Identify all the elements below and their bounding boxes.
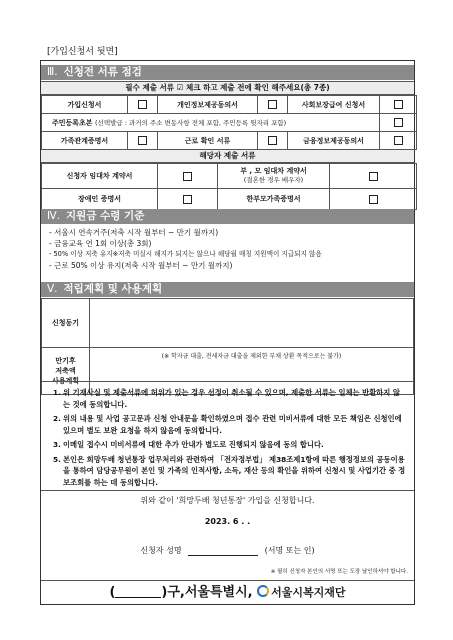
criteria-item: - 금융교육 연 1회 이상(총 3회) [49, 239, 152, 248]
table-row [42, 114, 417, 132]
section-5-header [41, 282, 414, 297]
doc-label: 근로 확인 서류 [158, 132, 258, 150]
doc-checkbox[interactable] [268, 136, 277, 145]
table-row [42, 189, 417, 210]
agreement-text: 본인은 희망두배 청년통장 업무처리와 관련하여 「전자정부법」 제38조제1항에 따른 행정정보의 공동이용을 통하여 담당공무원이 본인 및 가족의 인적사항, 소득, 재산 등의 확인을 위하여 신청시 및 사업기간 중 정보조회를 하는 데 동의합니다. [63, 454, 406, 487]
agreement-list [41, 381, 414, 491]
doc-checkbox[interactable] [183, 195, 192, 204]
section-3-header [41, 65, 414, 80]
agreement-item [53, 439, 406, 451]
doc-checkbox[interactable] [138, 100, 147, 109]
conditional-docs-banner: 해당자 제출 서류 [41, 149, 414, 163]
signature-field[interactable] [188, 546, 258, 556]
agreement-item [53, 454, 406, 489]
usage-label-line: 저축액 [55, 367, 76, 375]
section-5-number: Ⅴ. [47, 283, 58, 295]
doc-checkbox[interactable] [369, 172, 378, 181]
section-4-title: 지원금 수령 기준 [66, 210, 145, 222]
resident-register-label: 주민등록초본 [52, 118, 93, 127]
application-date: 2023. 6 . . [204, 517, 251, 526]
doc-label: 가입신청서 [42, 96, 128, 114]
table-row [42, 132, 417, 150]
criteria-item: - 서울시 연속거주(저축 시작 월부터 ~ 만기 월까지) [49, 228, 219, 237]
required-docs-banner: 필수 제출 서류 ☑ 체크 하고 제출 전에 확인 해주세요(총 7종) [41, 81, 414, 95]
doc-checkbox[interactable] [394, 118, 403, 127]
signature-suffix: (서명 또는 인) [264, 546, 315, 555]
section-5-title: 적립계획 및 사용계획 [63, 283, 163, 295]
signature-label: 신청자 성명 [140, 546, 182, 555]
doc-label: 금융정보제공동의서 [288, 132, 380, 150]
criteria-list [41, 227, 414, 277]
doc-label: 신청자 임대차 계약서 [42, 164, 158, 189]
criteria-item: - 근로 50% 이상 유지(저축 시작 월부터 ~ 만기 월까지) [49, 261, 233, 270]
table-row [42, 299, 414, 348]
signature-line [41, 545, 414, 556]
agreement-number: 5. [53, 454, 61, 464]
doc-checkbox[interactable] [183, 172, 192, 181]
agreement-number: 3. [53, 440, 61, 449]
doc-checkbox[interactable] [369, 195, 378, 204]
doc-label: 사회보장급여 신청서 [288, 96, 380, 114]
required-docs-table [41, 95, 417, 150]
agreement-item [53, 413, 406, 436]
usage-label-line: 사용계획 [51, 377, 80, 385]
agreement-text: 이메일 접수시 미비서류에 대한 추가 안내가 별도로 진행되지 않음에 동의 합니다. [63, 440, 324, 449]
doc-label: 부 , 모 임대차 계약서 [240, 167, 307, 175]
district-blank[interactable] [115, 585, 161, 598]
motive-label: 신청동기 [42, 299, 90, 348]
agreement-text: 위의 내용 및 사업 공고문과 신청 안내문을 확인하였으며 접수 관련 미비서류에 대한 모든 책임은 신청인에 있으며 별도 보완 요청을 하지 않음에 동의합니다. [63, 414, 402, 435]
doc-checkbox[interactable] [138, 136, 147, 145]
section-4-number: Ⅳ. [47, 210, 61, 222]
doc-label: 한부모가족증명서 [218, 189, 330, 210]
agreement-item [53, 387, 406, 410]
usage-note: (※ 학자금 대출, 전세자금 대출을 제외한 부채 상환 목적으로는 불가) [161, 353, 342, 360]
doc-label: 장애인 증명서 [42, 189, 158, 210]
table-row [42, 96, 417, 114]
foundation-name: 서울시복지재단 [271, 586, 346, 599]
doc-label: 가족관계증명서 [42, 132, 128, 150]
section-3-title: 신청전 서류 점검 [63, 66, 142, 78]
doc-checkbox[interactable] [268, 100, 277, 109]
doc-label: 개인정보제공동의서 [158, 96, 258, 114]
footer-addressee [41, 580, 414, 604]
resident-register-note: (선택발급 : 과거의 주소 변동사항 전체 포함, 주민등록 뒷자리 포함) [95, 118, 287, 127]
page-side-label: [가입신청서 뒷면] [47, 47, 118, 57]
footer-prefix: ( [109, 585, 116, 600]
foundation-logo-icon [257, 585, 269, 597]
apply-statement: 위와 같이 '희망두배 청년통장' 가입을 신청합니다. [140, 496, 315, 505]
conditional-docs-table [41, 163, 417, 210]
doc-checkbox[interactable] [394, 136, 403, 145]
criteria-item: - 50% 이상 저축 유지※저축 미실시 해지가 되지는 않으나 해당월 매칭 지원액이 지급되지 않음 [49, 250, 322, 258]
agreement-number: 1. [53, 388, 61, 397]
doc-label-note: (결혼한 경우 배우자) [243, 176, 304, 184]
agreement-text: 위 기재사실 및 제출서류에 허위가 있는 경우 선정이 취소될 수 있으며, 제출한 서류는 일체는 반환하지 않는 것에 동의합니다. [63, 388, 400, 409]
usage-label-line: 만기후 [55, 357, 76, 365]
form-frame [40, 60, 415, 605]
table-row [42, 164, 417, 189]
footer-middle: )구,서울특별시, [161, 585, 253, 600]
doc-checkbox[interactable] [394, 100, 403, 109]
agreement-number: 2. [53, 414, 61, 423]
signature-note: ※ 필히 신청자 본인의 서명 또는 도장 날인하셔야 합니다. [270, 569, 408, 575]
section-4-header [41, 209, 414, 224]
section-3-number: Ⅲ. [47, 66, 58, 78]
motive-input-area[interactable] [90, 299, 414, 348]
